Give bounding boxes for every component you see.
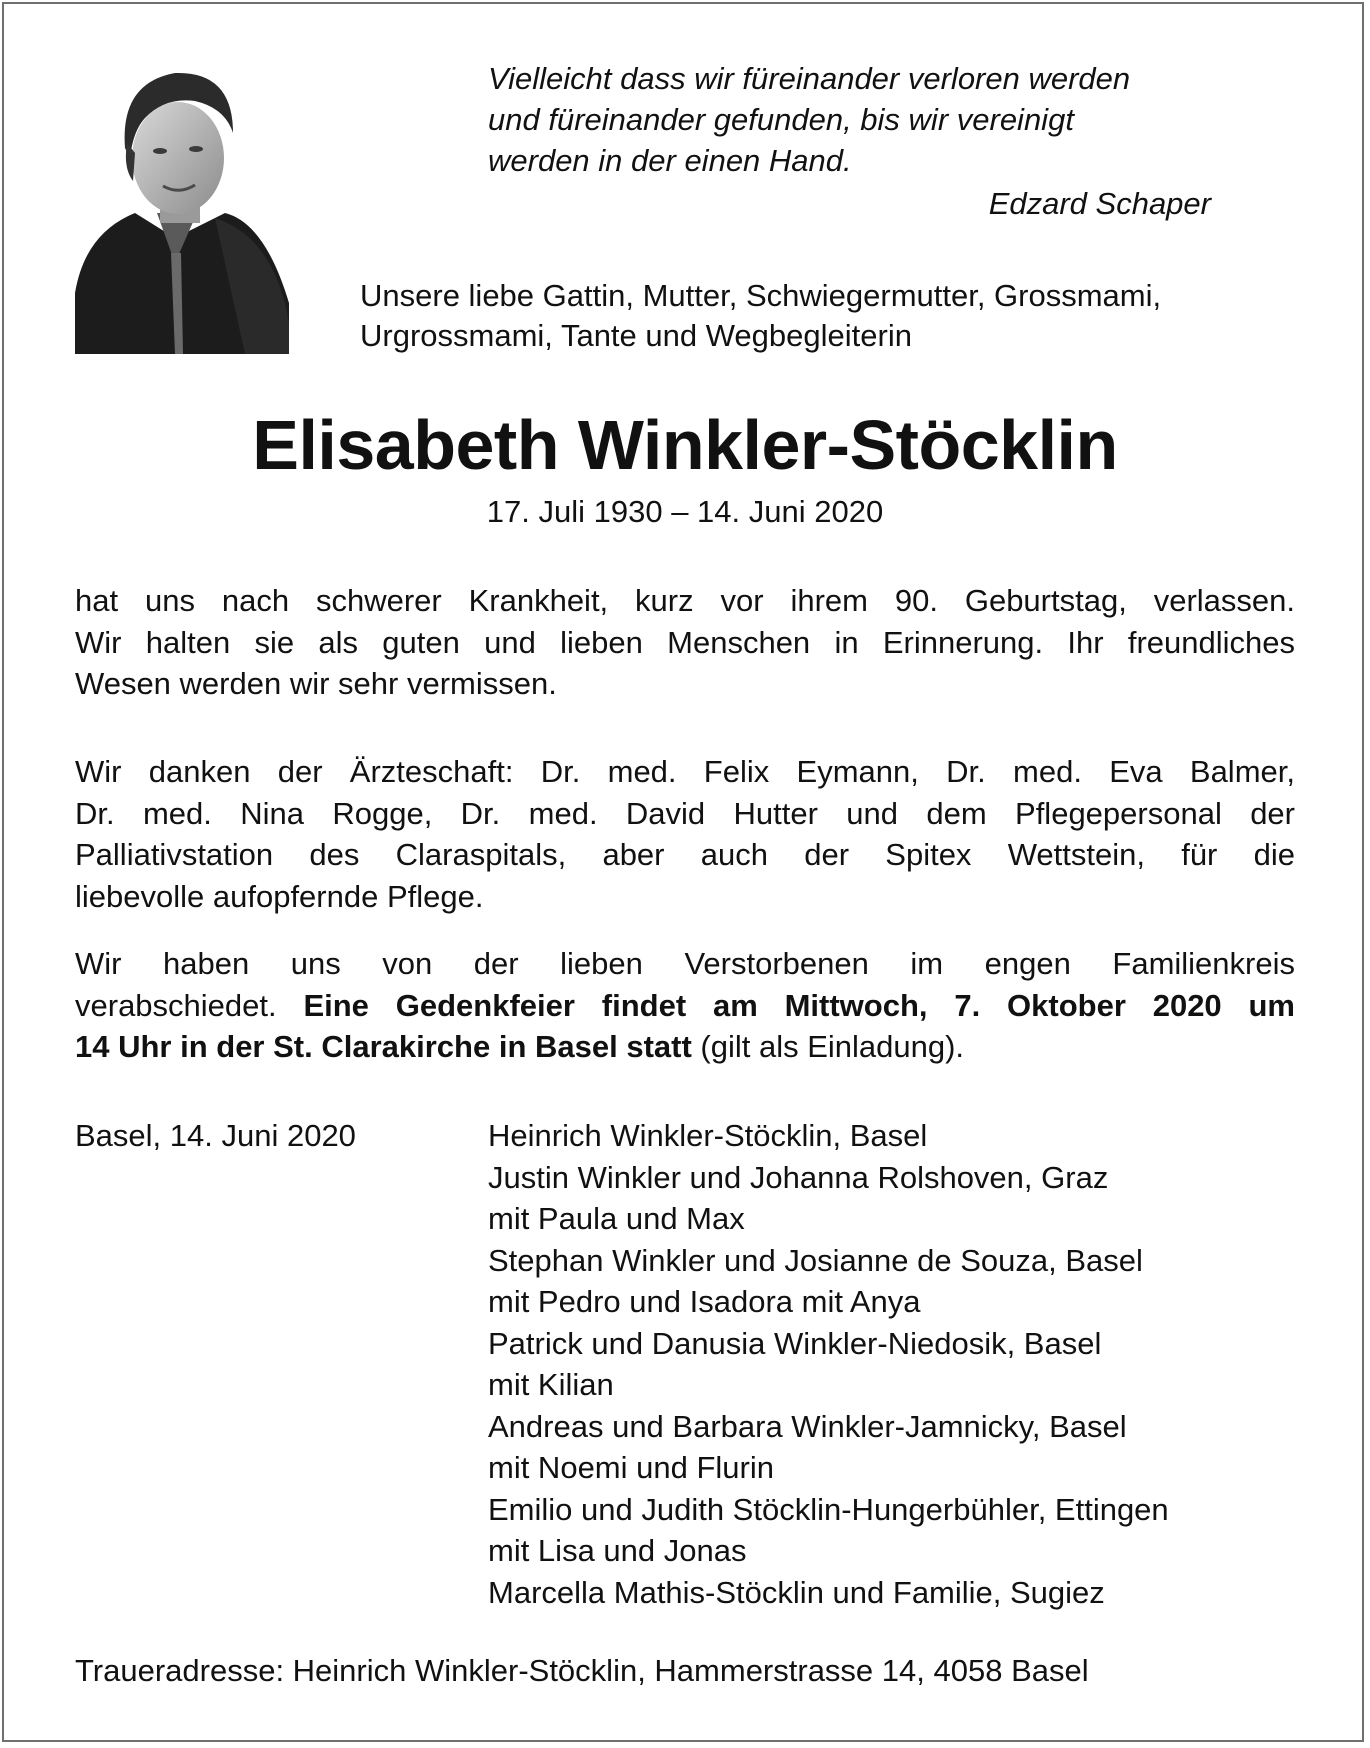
portrait-photo [75, 63, 289, 354]
mourning-address: Traueradresse: Heinrich Winkler-Stöcklin, Hammerstrasse 14, 4058 Basel [75, 1653, 1089, 1688]
intro-line: Urgrossmami, Tante und Wegbegleiterin [360, 318, 912, 353]
place-date: Basel, 14. Juni 2020 [75, 1118, 356, 1153]
mourner-line: mit Kilian [488, 1367, 614, 1402]
quote-author: Edzard Schaper [988, 186, 1211, 221]
paragraph-line [75, 985, 1295, 1027]
paragraph-line [75, 1026, 1295, 1068]
quote-line: Vielleicht dass wir füreinander verloren werden [488, 61, 1131, 96]
mourner-line: mit Paula und Max [488, 1201, 745, 1236]
paragraph-farewell [75, 580, 1295, 705]
memorial-announcement: 14 Uhr in der St. Clarakirche in Basel statt [75, 1029, 692, 1064]
mourner-line: mit Lisa und Jonas [488, 1533, 747, 1568]
paragraph-line: Dr. med. Nina Rogge, Dr. med. David Hutter und dem Pflegepersonal der [75, 795, 1295, 831]
quote-line: werden in der einen Hand. [488, 143, 852, 178]
mourner-line: mit Noemi und Flurin [488, 1450, 774, 1485]
paragraph-line: Wir haben uns von der lieben Verstorbenen im engen Familienkreis [75, 946, 1295, 981]
intro-text [360, 276, 1295, 356]
life-dates: 17. Juli 1930 – 14. Juni 2020 [486, 494, 884, 529]
quote-line: und füreinander gefunden, bis wir vereinigt [488, 102, 1074, 137]
paragraph-thanks [75, 751, 1295, 917]
intro-line: Unsere liebe Gattin, Mutter, Schwiegermutter, Grossmami, [360, 278, 1162, 313]
paragraph-line: Wesen werden wir sehr vermissen. [75, 666, 557, 701]
paragraph-line: hat uns nach schwerer Krankheit, kurz vor ihrem 90. Geburtstag, verlassen. [75, 583, 1295, 618]
deceased-name: Elisabeth Winkler-Stöcklin [252, 406, 1118, 484]
mourner-line: Patrick und Danusia Winkler-Niedosik, Basel [488, 1325, 1102, 1361]
paragraph-memorial [75, 943, 1295, 1068]
mourner-line: Andreas und Barbara Winkler-Jamnicky, Basel [488, 1408, 1127, 1444]
mourner-line: Emilio und Judith Stöcklin-Hungerbühler, Ettingen [488, 1491, 1169, 1527]
memorial-announcement: Eine Gedenkfeier findet am Mittwoch, 7. Oktober 2020 um [303, 987, 1296, 1023]
mourners-list [488, 1115, 1308, 1613]
paragraph-line: Wir danken der Ärzteschaft: Dr. med. Felix Eymann, Dr. med. Eva Balmer, [75, 754, 1295, 789]
mourner-line: mit Pedro und Isadora mit Anya [488, 1284, 921, 1319]
mourner-line: Justin Winkler und Johanna Rolshoven, Graz [488, 1159, 1109, 1195]
mourner-line: Heinrich Winkler-Stöcklin, Basel [488, 1118, 928, 1153]
epigraph-quote [488, 58, 1248, 181]
paragraph-line: liebevolle aufopfernde Pflege. [75, 878, 484, 914]
mourner-line: Marcella Mathis-Stöcklin und Familie, Sugiez [488, 1574, 1105, 1610]
paragraph-line: Palliativstation des Claraspitals, aber auch der Spitex Wettstein, für die [75, 837, 1295, 872]
memorial-text: verabschiedet. [75, 987, 304, 1023]
mourner-line: Stephan Winkler und Josianne de Souza, Basel [488, 1242, 1143, 1278]
paragraph-line: Wir halten sie als guten und lieben Menschen in Erinnerung. Ihr freundliches [75, 624, 1295, 660]
memorial-invitation-note: (gilt als Einladung). [691, 1029, 965, 1064]
